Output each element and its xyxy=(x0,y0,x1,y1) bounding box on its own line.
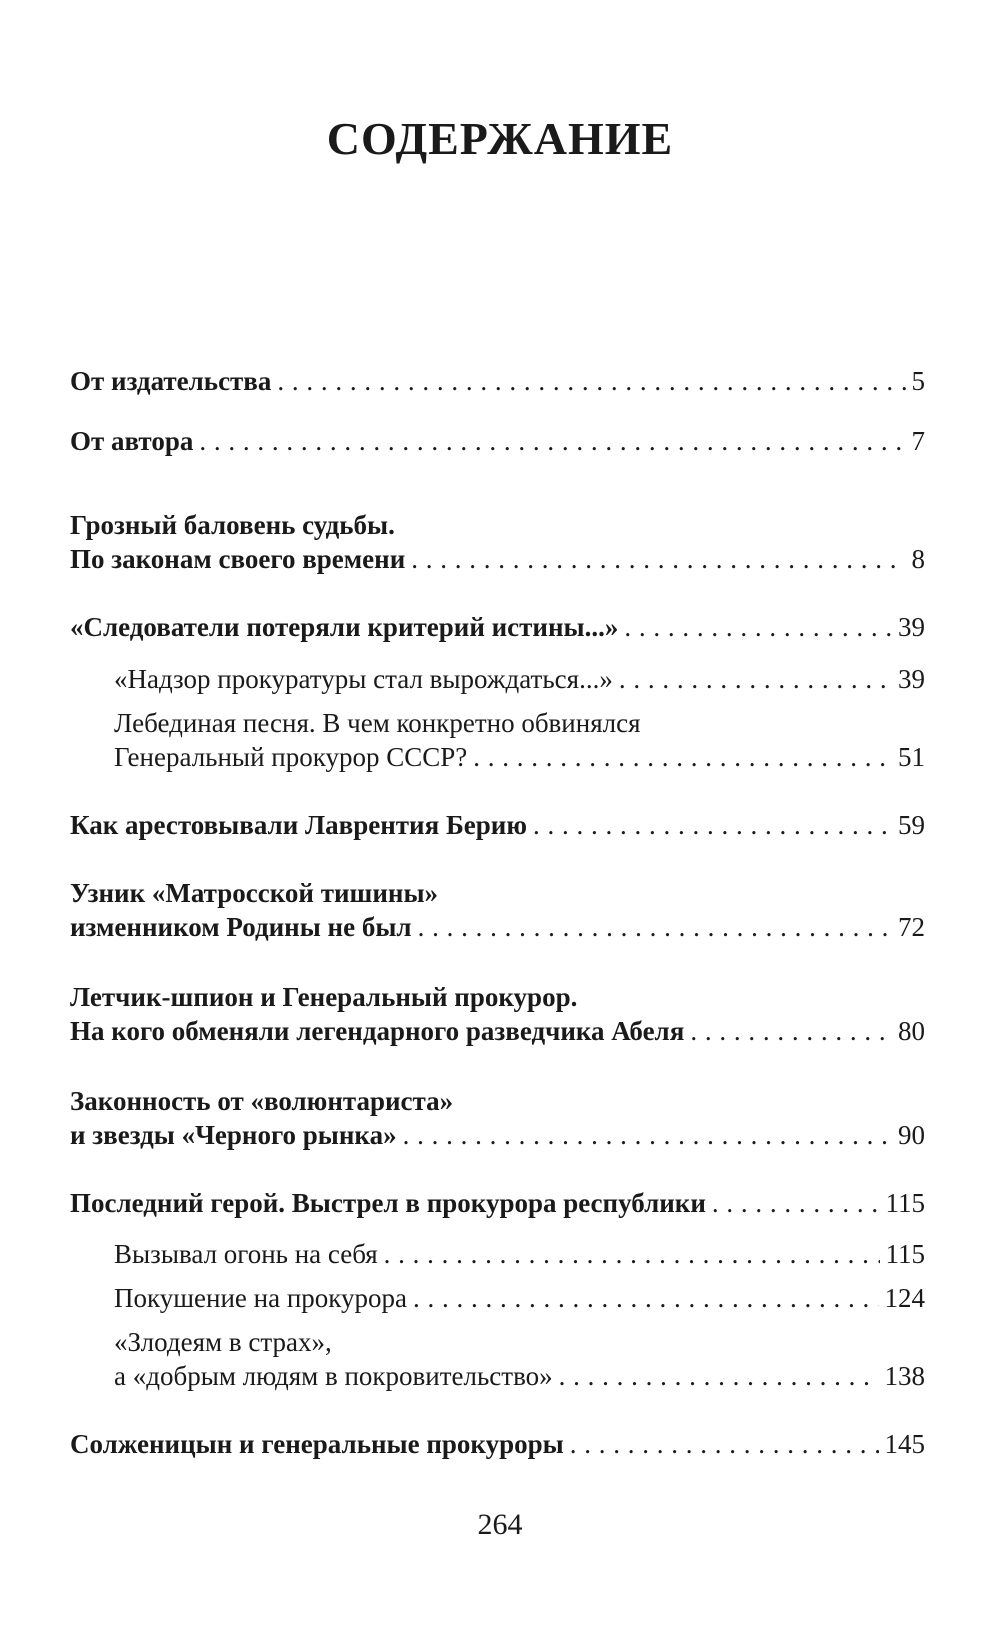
toc-leader-dots xyxy=(199,424,905,458)
toc-entry-title: «Злодеям в страх», xyxy=(114,1327,332,1357)
toc-page-number: 145 xyxy=(884,1429,925,1459)
toc-leader-dots xyxy=(413,1281,879,1315)
toc-entry-line xyxy=(70,424,925,458)
toc-page-number: 59 xyxy=(898,810,925,840)
toc-leader-dots xyxy=(411,542,905,576)
toc-page-number: 5 xyxy=(911,366,925,396)
toc-entry xyxy=(70,1084,925,1152)
toc-entry-line xyxy=(70,910,925,944)
toc-entry-title: «Следователи потеряли критерий истины...» xyxy=(70,612,619,642)
toc-page-number: 8 xyxy=(911,544,925,574)
toc-leader-dots xyxy=(619,662,892,696)
toc-entry-title: Законность от «волюнтариста» xyxy=(70,1086,454,1116)
toc-entry-line xyxy=(114,740,925,774)
toc-leader-dots xyxy=(559,1359,879,1393)
toc-leader-dots xyxy=(277,364,905,398)
toc-entry xyxy=(70,1186,925,1220)
toc-entry-title: Солженицын и генеральные прокуроры xyxy=(70,1429,564,1459)
toc-page-number: 80 xyxy=(898,1016,925,1046)
toc-page-number: 51 xyxy=(898,742,925,772)
toc-entry xyxy=(70,980,925,1048)
toc-subentry xyxy=(114,1237,925,1271)
toc-page-number: 115 xyxy=(885,1188,925,1218)
toc-leader-dots xyxy=(403,1118,892,1152)
toc-entry-title: Покушение на прокурора xyxy=(114,1283,407,1313)
toc-page-number: 138 xyxy=(884,1361,925,1391)
toc-leader-dots xyxy=(624,610,892,644)
toc-page-number: 7 xyxy=(911,426,925,456)
toc-entry-line xyxy=(70,808,925,842)
toc-entry-title: «Надзор прокуратуры стал вырождаться...» xyxy=(114,664,613,694)
toc-entry-title: На кого обменяли легендарного разведчика Абеля xyxy=(70,1016,685,1046)
toc-page-number: 72 xyxy=(898,912,925,942)
toc-entry xyxy=(70,424,925,458)
toc-entry-title: Как арестовывали Лаврентия Берию xyxy=(70,810,527,840)
toc-subentry xyxy=(114,662,925,696)
toc-entry-title: изменником Родины не был xyxy=(70,912,412,942)
toc-page-number: 124 xyxy=(884,1283,925,1313)
toc-entry xyxy=(70,876,925,944)
toc-entry xyxy=(70,508,925,576)
toc-entry-line xyxy=(114,1359,925,1393)
toc-entry-line xyxy=(70,1118,925,1152)
toc-entry-title: Узник «Матросской тишины» xyxy=(70,878,439,908)
toc-entry-line xyxy=(114,662,925,696)
toc-entry xyxy=(70,364,925,398)
toc-entry-title: Лебединая песня. В чем конкретно обвинялся xyxy=(114,708,641,738)
toc-entry-title: Генеральный прокурор СССР? xyxy=(114,742,468,772)
toc-leader-dots xyxy=(418,910,892,944)
toc-page-number: 39 xyxy=(898,664,925,694)
toc-entry-title: От издательства xyxy=(70,366,272,396)
toc-entry-title: От автора xyxy=(70,426,194,456)
toc-page-number: 39 xyxy=(898,612,925,642)
page-number-footer: 264 xyxy=(477,1508,523,1541)
toc-leader-dots xyxy=(690,1014,892,1048)
toc-entry-line xyxy=(114,1281,925,1315)
toc-page-number: 90 xyxy=(898,1120,925,1150)
toc-entry-line xyxy=(70,364,925,398)
toc-leader-dots xyxy=(570,1427,879,1461)
toc-leader-dots xyxy=(712,1186,880,1220)
toc-leader-dots xyxy=(533,808,892,842)
toc-entry-line xyxy=(70,1186,925,1220)
toc-entry-line xyxy=(70,1014,925,1048)
toc-entry-line xyxy=(114,1237,925,1271)
toc-leader-dots xyxy=(384,1237,880,1271)
toc-entry-title: а «добрым людям в покровительство» xyxy=(114,1361,553,1391)
toc-subentry xyxy=(114,706,925,774)
toc-entry xyxy=(70,808,925,842)
toc-entry-line xyxy=(70,1427,925,1461)
toc-page-number: 115 xyxy=(885,1239,925,1269)
toc-entry xyxy=(70,610,925,644)
toc-subentry xyxy=(114,1325,925,1393)
toc-entry-title: Грозный баловень судьбы. xyxy=(70,510,395,540)
toc-subentry xyxy=(114,1281,925,1315)
toc-entry-line xyxy=(70,610,925,644)
toc-entry xyxy=(70,1427,925,1461)
toc-entry-line xyxy=(70,542,925,576)
toc-entry-title: Летчик-шпион и Генеральный прокурор. xyxy=(70,982,578,1012)
toc-entry-title: Вызывал огонь на себя xyxy=(114,1239,378,1269)
page-title: СОДЕРЖАНИЕ xyxy=(326,113,674,164)
toc-entry-title: и звезды «Черного рынка» xyxy=(70,1120,397,1150)
toc-entry-title: Последний герой. Выстрел в прокурора республики xyxy=(70,1188,706,1218)
toc-leader-dots xyxy=(473,740,892,774)
toc-entry-title: По законам своего времени xyxy=(70,544,406,574)
